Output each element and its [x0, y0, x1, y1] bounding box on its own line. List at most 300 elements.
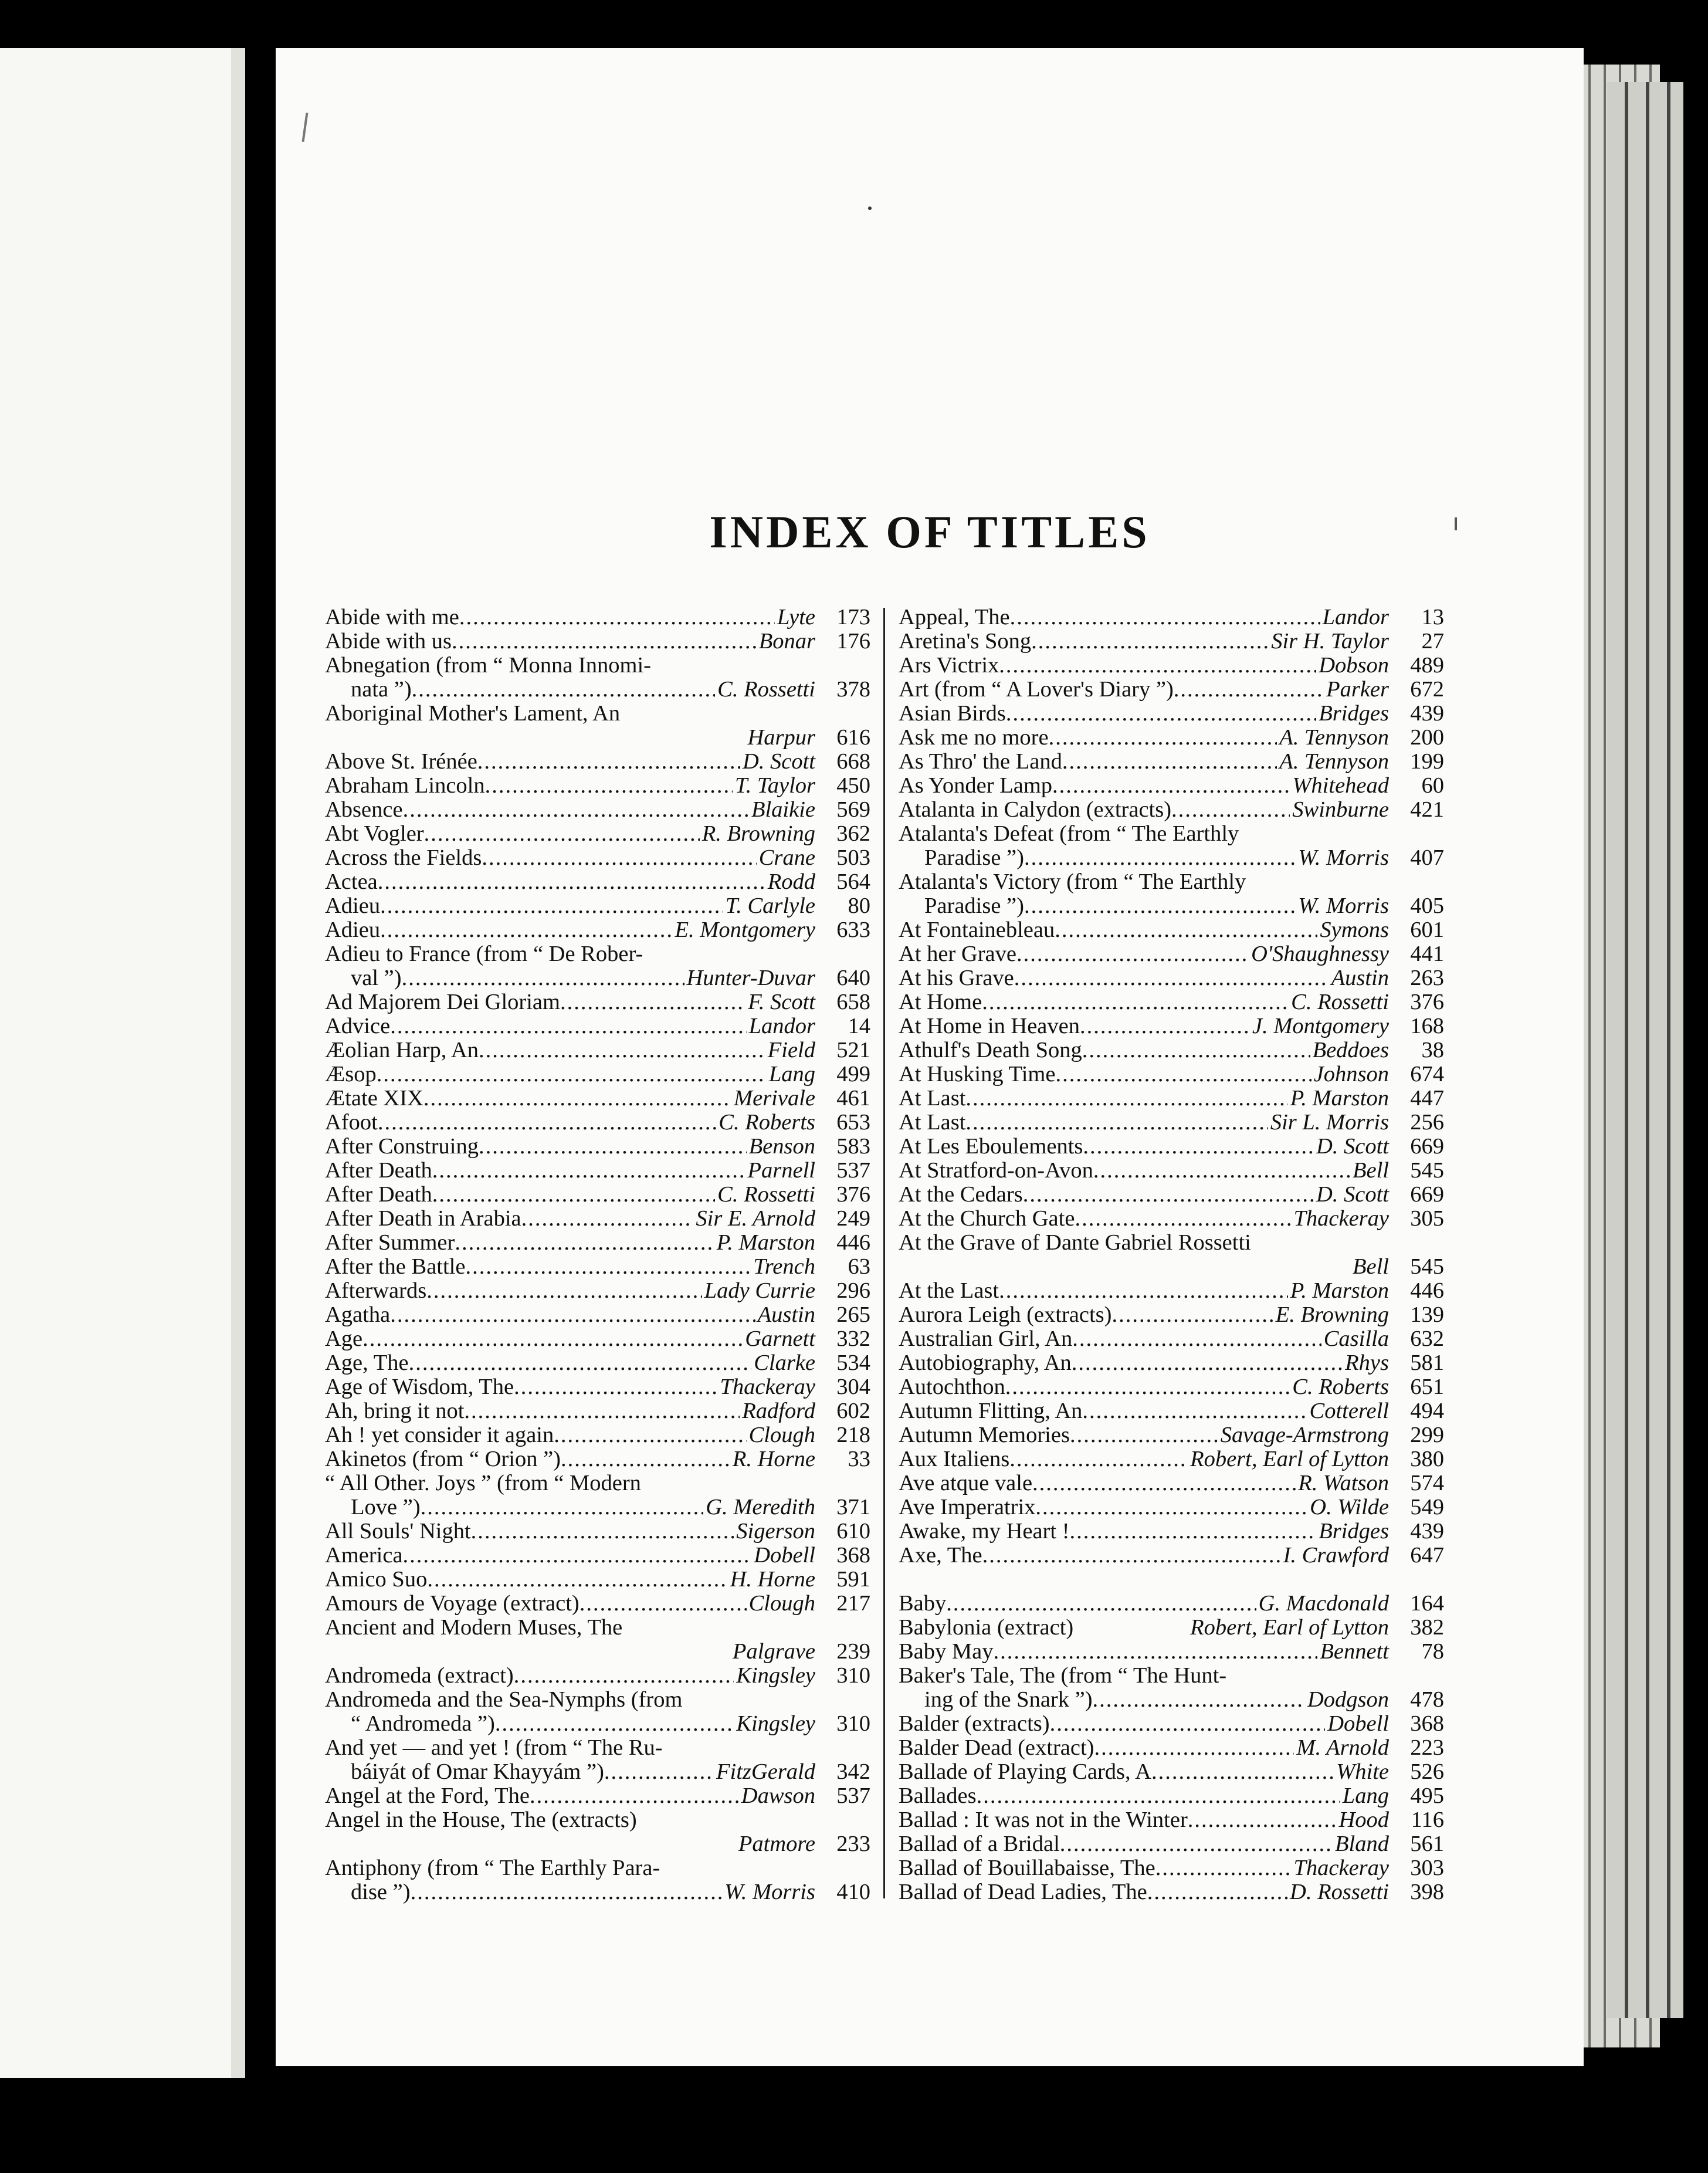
leader-dots — [1155, 1856, 1292, 1880]
leader-dots — [965, 1111, 1268, 1135]
leader-dots — [380, 918, 672, 942]
entry-page-number: 382 — [1410, 1615, 1444, 1640]
entry-author: R. Horne — [732, 1447, 815, 1471]
entry-title: Baby May — [899, 1639, 994, 1664]
entry-page-number: 233 — [836, 1832, 870, 1856]
index-entry — [899, 1880, 1444, 1904]
column-divider — [883, 608, 885, 1898]
entry-title: Autochthon — [899, 1375, 1005, 1399]
index-entry — [325, 1784, 870, 1808]
entry-title: Ad Majorem Dei Gloriam — [325, 990, 560, 1014]
entry-page-number: 441 — [1410, 942, 1444, 966]
entry-page-number: 439 — [1410, 1519, 1444, 1544]
entry-author: M. Arnold — [1296, 1735, 1389, 1760]
leader-dots — [554, 1423, 746, 1447]
index-entry — [325, 870, 870, 894]
leader-dots — [993, 1640, 1317, 1664]
entry-title: ing of the Snark ”) — [924, 1687, 1093, 1712]
entry-title: Balder Dead (extract) — [899, 1735, 1094, 1760]
entry-author: Dobell — [754, 1543, 815, 1568]
index-entry — [325, 1327, 870, 1351]
leader-dots — [1072, 1327, 1321, 1351]
entry-author: Bennett — [1320, 1639, 1389, 1664]
entry-author: Bonar — [758, 629, 815, 654]
leader-dots — [402, 966, 684, 990]
index-entry — [899, 1544, 1444, 1568]
entry-page-number: 116 — [1411, 1808, 1444, 1832]
entry-author: Rhys — [1345, 1350, 1389, 1375]
index-entry — [325, 1544, 870, 1568]
entry-page-number: 574 — [1410, 1471, 1444, 1495]
index-entry — [899, 605, 1444, 629]
entry-title: After Summer — [325, 1230, 455, 1255]
index-entry — [899, 1616, 1444, 1640]
entry-page-number: 672 — [1410, 677, 1444, 702]
index-entry — [899, 726, 1444, 750]
entry-author: Harpur — [747, 725, 815, 750]
entry-title: Ah, bring it not — [325, 1399, 465, 1423]
leader-dots — [378, 870, 765, 894]
entry-page-number: 669 — [1410, 1134, 1444, 1159]
leader-dots — [1006, 702, 1316, 726]
entry-page-number: 489 — [1410, 653, 1444, 678]
leader-dots — [1072, 1351, 1343, 1375]
index-entry-line: Baker's Tale, The (from “ The Hunt- — [899, 1663, 1227, 1688]
entry-title: Absence — [325, 797, 403, 822]
entry-title: Ask me no more — [899, 725, 1049, 750]
entry-page-number: 651 — [1410, 1375, 1444, 1399]
entry-author: O'Shaughnessy — [1251, 942, 1389, 966]
entry-page-number: 38 — [1421, 1038, 1444, 1062]
entry-author: W. Morris — [1298, 893, 1389, 918]
entry-author: FitzGerald — [716, 1759, 815, 1784]
entry-author: R. Watson — [1298, 1471, 1389, 1495]
entry-title: Paradise ”) — [924, 893, 1024, 918]
entry-title: At Stratford-on-Avon — [899, 1158, 1093, 1183]
entry-page-number: 310 — [836, 1711, 870, 1736]
index-entry — [899, 1351, 1444, 1375]
index-column-left — [325, 605, 870, 1904]
leader-dots — [427, 1568, 727, 1592]
leader-dots — [390, 1014, 746, 1038]
entry-title: At Last — [899, 1110, 966, 1135]
entry-author: Landor — [1322, 605, 1389, 629]
entry-author: White — [1336, 1759, 1389, 1784]
entry-page-number: 368 — [1410, 1711, 1444, 1736]
index-entry — [899, 654, 1444, 678]
entry-page-number: 564 — [836, 869, 870, 894]
margin-mark — [302, 113, 309, 142]
entry-page-number: 439 — [1410, 701, 1444, 726]
index-entry — [899, 1135, 1444, 1159]
index-entry — [899, 990, 1444, 1014]
entry-author: H. Horne — [730, 1567, 815, 1592]
entry-author: P. Marston — [1290, 1278, 1389, 1303]
index-entry — [899, 942, 1444, 966]
leader-dots — [485, 774, 733, 798]
index-entry — [325, 966, 870, 990]
entry-author: Hood — [1338, 1808, 1389, 1832]
leader-dots — [1082, 1399, 1307, 1423]
entry-author: P. Marston — [1290, 1086, 1389, 1111]
entry-page-number: 223 — [1410, 1735, 1444, 1760]
index-entry — [325, 1014, 870, 1038]
index-entry — [325, 1712, 870, 1736]
entry-author: Dobson — [1319, 653, 1389, 678]
entry-title: “ Andromeda ”) — [351, 1711, 495, 1736]
leader-dots — [479, 1135, 747, 1159]
entry-page-number: 583 — [836, 1134, 870, 1159]
entry-author: J. Montgomery — [1252, 1014, 1389, 1038]
entry-author: Bland — [1335, 1832, 1389, 1856]
entry-author: Lady Currie — [704, 1278, 815, 1303]
leader-dots — [464, 1399, 740, 1423]
index-entry — [899, 1688, 1444, 1712]
entry-page-number: 60 — [1421, 773, 1444, 798]
index-entry — [325, 1062, 870, 1086]
entry-author: Crane — [758, 845, 815, 870]
entry-title: Paradise ”) — [924, 845, 1024, 870]
leader-dots — [1070, 1423, 1218, 1447]
entry-title: At Husking Time — [899, 1062, 1056, 1086]
index-entry — [325, 1664, 870, 1688]
entry-author: Symons — [1320, 918, 1389, 942]
leader-dots — [1014, 966, 1329, 990]
entry-page-number: 332 — [836, 1326, 870, 1351]
index-entry-line: Abnegation (from “ Monna Innomi- — [325, 653, 651, 678]
entry-author: Sir L. Morris — [1270, 1110, 1389, 1135]
index-entry-line: Ancient and Modern Muses, The — [325, 1615, 623, 1640]
entry-author: Casilla — [1323, 1326, 1389, 1351]
entry-author: Bridges — [1319, 701, 1389, 726]
entry-page-number: 80 — [848, 893, 870, 918]
leader-dots — [1009, 1447, 1188, 1471]
entry-page-number: 305 — [1410, 1206, 1444, 1231]
entry-title: Agatha — [325, 1302, 391, 1327]
entry-title: At Home — [899, 990, 982, 1014]
entry-page-number: 218 — [836, 1423, 870, 1447]
entry-page-number: 310 — [836, 1663, 870, 1688]
entry-page-number: 398 — [1410, 1880, 1444, 1904]
entry-author: C. Roberts — [1292, 1375, 1389, 1399]
entry-author: Benson — [748, 1134, 815, 1159]
entry-title: dise ”) — [351, 1880, 411, 1904]
entry-author: Clough — [748, 1423, 815, 1447]
entry-title: Adieu — [325, 893, 381, 918]
leader-dots — [459, 605, 775, 629]
entry-author: G. Macdonald — [1258, 1591, 1389, 1616]
entry-page-number: 173 — [836, 605, 870, 629]
entry-page-number: 303 — [1410, 1856, 1444, 1880]
entry-title: Ave Imperatrix — [899, 1495, 1036, 1519]
entry-author: T. Taylor — [735, 773, 815, 798]
entry-title: Art (from “ A Lover's Diary ”) — [899, 677, 1174, 702]
entry-page-number: 376 — [1410, 990, 1444, 1014]
leader-dots — [403, 798, 749, 822]
index-entry — [325, 1447, 870, 1471]
entry-title: At Home in Heaven — [899, 1014, 1080, 1038]
index-entry-line: Aboriginal Mother's Lament, An — [325, 701, 621, 726]
index-entry — [325, 1760, 870, 1784]
leader-dots — [1094, 1736, 1294, 1760]
entry-title: Ballad of Dead Ladies, The — [899, 1880, 1147, 1904]
entry-author: Cotterell — [1309, 1399, 1389, 1423]
entry-author: Lang — [1342, 1783, 1389, 1808]
leader-dots — [426, 1279, 702, 1303]
leader-dots — [982, 990, 1289, 1014]
entry-page-number: 410 — [836, 1880, 870, 1904]
entry-page-number: 239 — [836, 1639, 870, 1664]
entry-title: Asian Birds — [899, 701, 1006, 726]
entry-page-number: 526 — [1410, 1759, 1444, 1784]
leader-dots — [1049, 726, 1277, 750]
entry-author: Radford — [742, 1399, 815, 1423]
entry-author: A. Tennyson — [1279, 749, 1389, 774]
entry-title: Ave atque vale — [899, 1471, 1033, 1495]
entry-page-number: 371 — [836, 1495, 870, 1519]
entry-author: I. Crawford — [1283, 1543, 1389, 1568]
entry-page-number: 632 — [1410, 1326, 1444, 1351]
leader-dots — [471, 1519, 734, 1544]
entry-title: Actea — [325, 869, 378, 894]
entry-title: Abide with us — [325, 629, 452, 654]
index-entry — [899, 750, 1444, 774]
leader-dots — [604, 1760, 714, 1784]
entry-author: Swinburne — [1292, 797, 1389, 822]
index-entry — [899, 894, 1444, 918]
index-entry — [899, 1255, 1444, 1279]
entry-page-number: 446 — [1410, 1278, 1444, 1303]
entry-title: Age — [325, 1326, 363, 1351]
index-entry — [325, 1592, 870, 1616]
entry-page-number: 561 — [1410, 1832, 1444, 1856]
index-entry — [899, 1784, 1444, 1808]
index-entry — [899, 1279, 1444, 1303]
entry-page-number: 362 — [836, 821, 870, 846]
leader-dots — [432, 1159, 745, 1183]
index-entry — [325, 605, 870, 629]
index-entry-line: Atalanta's Victory (from “ The Earthly — [899, 869, 1246, 894]
entry-author: E. Browning — [1275, 1302, 1389, 1327]
entry-title: Æsop — [325, 1062, 377, 1086]
index-entry — [899, 1519, 1444, 1544]
entry-author: C. Rossetti — [717, 677, 815, 702]
entry-title: Ballad : It was not in the Winter — [899, 1808, 1188, 1832]
leader-dots — [362, 1327, 743, 1351]
entry-author: Whitehead — [1292, 773, 1389, 798]
index-entry — [899, 1495, 1444, 1519]
entry-title: At his Grave — [899, 966, 1014, 990]
entry-author: W. Morris — [724, 1880, 815, 1904]
leader-dots — [560, 990, 745, 1014]
entry-author: Rodd — [767, 869, 815, 894]
entry-title: Love ”) — [351, 1495, 421, 1519]
index-entry-line: Andromeda and the Sea-Nymphs (from — [325, 1687, 683, 1712]
leader-dots — [380, 894, 723, 918]
entry-title: After Construing — [325, 1134, 479, 1159]
index-entry — [325, 1303, 870, 1327]
leader-dots — [482, 846, 756, 870]
index-entry — [899, 702, 1444, 726]
index-entry — [325, 1495, 870, 1519]
entry-title: nata ”) — [351, 677, 412, 702]
index-entry — [899, 1327, 1444, 1351]
entry-author: E. Montgomery — [675, 918, 815, 942]
leader-dots — [1093, 1688, 1305, 1712]
entry-page-number: 421 — [1410, 797, 1444, 822]
index-entry — [325, 1423, 870, 1447]
entry-title: Across the Fields — [325, 845, 482, 870]
index-entry — [325, 1135, 870, 1159]
entry-author: Patmore — [738, 1832, 815, 1856]
entry-author: Hunter-Duvar — [686, 966, 815, 990]
entry-author: Kingsley — [736, 1663, 815, 1688]
entry-author: Sir E. Arnold — [696, 1206, 815, 1231]
entry-page-number: 591 — [836, 1567, 870, 1592]
entry-page-number: 633 — [836, 918, 870, 942]
index-entry — [899, 1062, 1444, 1086]
index-entry — [325, 1111, 870, 1135]
leader-dots — [452, 629, 757, 654]
entry-title: America — [325, 1543, 403, 1568]
entry-author: Clarke — [754, 1350, 815, 1375]
leader-dots — [1080, 1014, 1250, 1038]
leader-dots — [409, 1351, 752, 1375]
facing-page-gutter — [231, 48, 245, 2078]
leader-dots — [1174, 678, 1324, 702]
index-entry — [325, 774, 870, 798]
entry-author: G. Meredith — [706, 1495, 815, 1519]
entry-title: Australian Girl, An — [899, 1326, 1073, 1351]
entry-page-number: 78 — [1421, 1639, 1444, 1664]
leader-dots — [999, 1279, 1288, 1303]
entry-page-number: 545 — [1410, 1158, 1444, 1183]
index-entry — [325, 822, 870, 846]
index-entry — [325, 1832, 870, 1856]
leader-dots — [1050, 1712, 1326, 1736]
leader-dots — [1024, 846, 1296, 870]
entry-author: P. Marston — [716, 1230, 815, 1255]
index-entry — [325, 1038, 870, 1062]
index-entry — [325, 990, 870, 1014]
leader-dots — [1016, 942, 1249, 966]
entry-page-number: 478 — [1410, 1687, 1444, 1712]
index-entry — [325, 1399, 870, 1423]
entry-author: Bridges — [1319, 1519, 1389, 1544]
entry-title: Abide with me — [325, 605, 459, 629]
entry-page-number: 14 — [848, 1014, 870, 1038]
entry-title: Amico Suo — [325, 1567, 428, 1592]
index-entry — [325, 1568, 870, 1592]
entry-page-number: 569 — [836, 797, 870, 822]
entry-title: After Death — [325, 1158, 432, 1183]
entry-page-number: 446 — [836, 1230, 870, 1255]
entry-title: At Fontainebleau — [899, 918, 1055, 942]
index-entry-line: Adieu to France (from “ De Rober- — [325, 942, 643, 966]
entry-title: Aurora Leigh (extracts) — [899, 1302, 1112, 1327]
leader-dots — [424, 822, 700, 846]
index-entry — [899, 1038, 1444, 1062]
entry-title: Amours de Voyage (extract) — [325, 1591, 580, 1616]
entry-author: D. Scott — [1316, 1182, 1389, 1207]
entry-page-number: 647 — [1410, 1543, 1444, 1568]
index-entry — [899, 966, 1444, 990]
entry-title: Autumn Flitting, An — [899, 1399, 1083, 1423]
entry-title: At the Last — [899, 1278, 999, 1303]
leader-dots — [1023, 1183, 1314, 1207]
index-entry — [899, 1014, 1444, 1038]
index-entry — [899, 1086, 1444, 1111]
entry-author: Dodgson — [1307, 1687, 1389, 1712]
index-entry — [325, 798, 870, 822]
entry-title: As Yonder Lamp — [899, 773, 1053, 798]
index-entry-line: And yet — and yet ! (from “ The Ru- — [325, 1735, 663, 1760]
entry-author: Robert, Earl of Lytton — [1190, 1615, 1389, 1640]
entry-page-number: 139 — [1410, 1302, 1444, 1327]
entry-title: Afterwards — [325, 1278, 427, 1303]
entry-title: Angel at the Ford, The — [325, 1783, 530, 1808]
index-entry — [899, 1423, 1444, 1447]
entry-author: Austin — [757, 1302, 815, 1327]
entry-author: Palgrave — [732, 1639, 815, 1664]
index-entry — [899, 1808, 1444, 1832]
leader-dots — [1151, 1760, 1334, 1784]
entry-author: R. Browning — [702, 821, 815, 846]
leader-dots — [378, 1111, 716, 1135]
entry-title: Ah ! yet consider it again — [325, 1423, 554, 1447]
leader-dots — [982, 1544, 1281, 1568]
entry-author: A. Tennyson — [1279, 725, 1389, 750]
leader-dots — [477, 750, 740, 774]
entry-page-number: 378 — [836, 677, 870, 702]
entry-page-number: 249 — [836, 1206, 870, 1231]
facing-page — [0, 48, 245, 2078]
index-entry — [325, 1519, 870, 1544]
entry-title: At Les Eboulements — [899, 1134, 1083, 1159]
index-entry — [899, 846, 1444, 870]
entry-page-number: 256 — [1410, 1110, 1444, 1135]
entry-page-number: 537 — [836, 1158, 870, 1183]
entry-title: Advice — [325, 1014, 391, 1038]
entry-author: Bell — [1353, 1158, 1389, 1183]
entry-author: Austin — [1331, 966, 1389, 990]
entry-page-number: 296 — [836, 1278, 870, 1303]
index-entry — [325, 1207, 870, 1231]
entry-title: Abt Vogler — [325, 821, 424, 846]
leader-dots — [1083, 1135, 1314, 1159]
index-entry — [899, 678, 1444, 702]
entry-title: Ballad of Bouillabaisse, The — [899, 1856, 1155, 1880]
index-entry — [325, 846, 870, 870]
entry-title: After the Battle — [325, 1254, 466, 1279]
leader-dots — [1005, 1375, 1290, 1399]
entry-title: Ætate XIX — [325, 1086, 423, 1111]
index-entry — [325, 1880, 870, 1904]
entry-page-number: 658 — [836, 990, 870, 1014]
entry-page-number: 601 — [1410, 918, 1444, 942]
entry-title: Ars Victrix — [899, 653, 999, 678]
leader-dots — [580, 1592, 747, 1616]
entry-page-number: 380 — [1410, 1447, 1444, 1471]
leader-dots — [946, 1592, 1256, 1616]
entry-title: All Souls' Night — [325, 1519, 471, 1544]
index-entry — [325, 918, 870, 942]
index-entry — [325, 1183, 870, 1207]
entry-author: D. Rossetti — [1290, 1880, 1389, 1904]
entry-page-number: 653 — [836, 1110, 870, 1135]
index-entry — [899, 1640, 1444, 1664]
index-entry — [899, 1712, 1444, 1736]
